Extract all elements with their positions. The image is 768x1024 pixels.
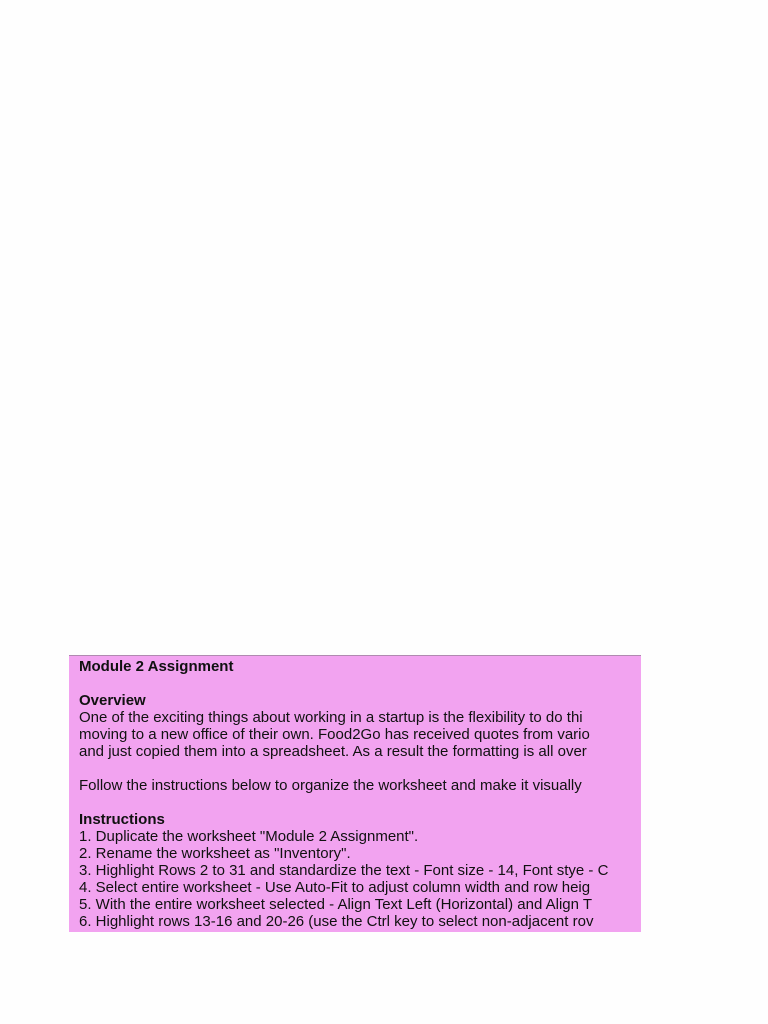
instruction-item: 1. Duplicate the worksheet "Module 2 Assignment". (79, 828, 419, 845)
instructions-heading: Instructions (79, 811, 165, 828)
overview-line: and just copied them into a spreadsheet. As a result the formatting is all over (79, 743, 587, 760)
blank-line (79, 794, 641, 811)
blank-line (79, 760, 641, 777)
assignment-title: Module 2 Assignment (79, 658, 234, 675)
cell-text-block (79, 658, 641, 930)
overview-line: moving to a new office of their own. Food2Go has received quotes from vario (79, 726, 590, 743)
overview-heading: Overview (79, 692, 146, 709)
overview-line: One of the exciting things about working in a startup is the flexibility to do thi (79, 709, 583, 726)
instruction-item: 6. Highlight rows 13-16 and 20-26 (use the Ctrl key to select non-adjacent rov (79, 913, 594, 930)
spreadsheet-cell[interactable] (69, 655, 641, 932)
follow-instructions-line: Follow the instructions below to organize the worksheet and make it visually (79, 777, 582, 794)
instruction-item: 3. Highlight Rows 2 to 31 and standardize the text - Font size - 14, Font stye - C (79, 862, 609, 879)
instruction-item: 5. With the entire worksheet selected - Align Text Left (Horizontal) and Align T (79, 896, 593, 913)
instruction-item: 4. Select entire worksheet - Use Auto-Fit to adjust column width and row heig (79, 879, 591, 896)
instruction-item: 2. Rename the worksheet as "Inventory". (79, 845, 351, 862)
blank-line (79, 675, 641, 692)
